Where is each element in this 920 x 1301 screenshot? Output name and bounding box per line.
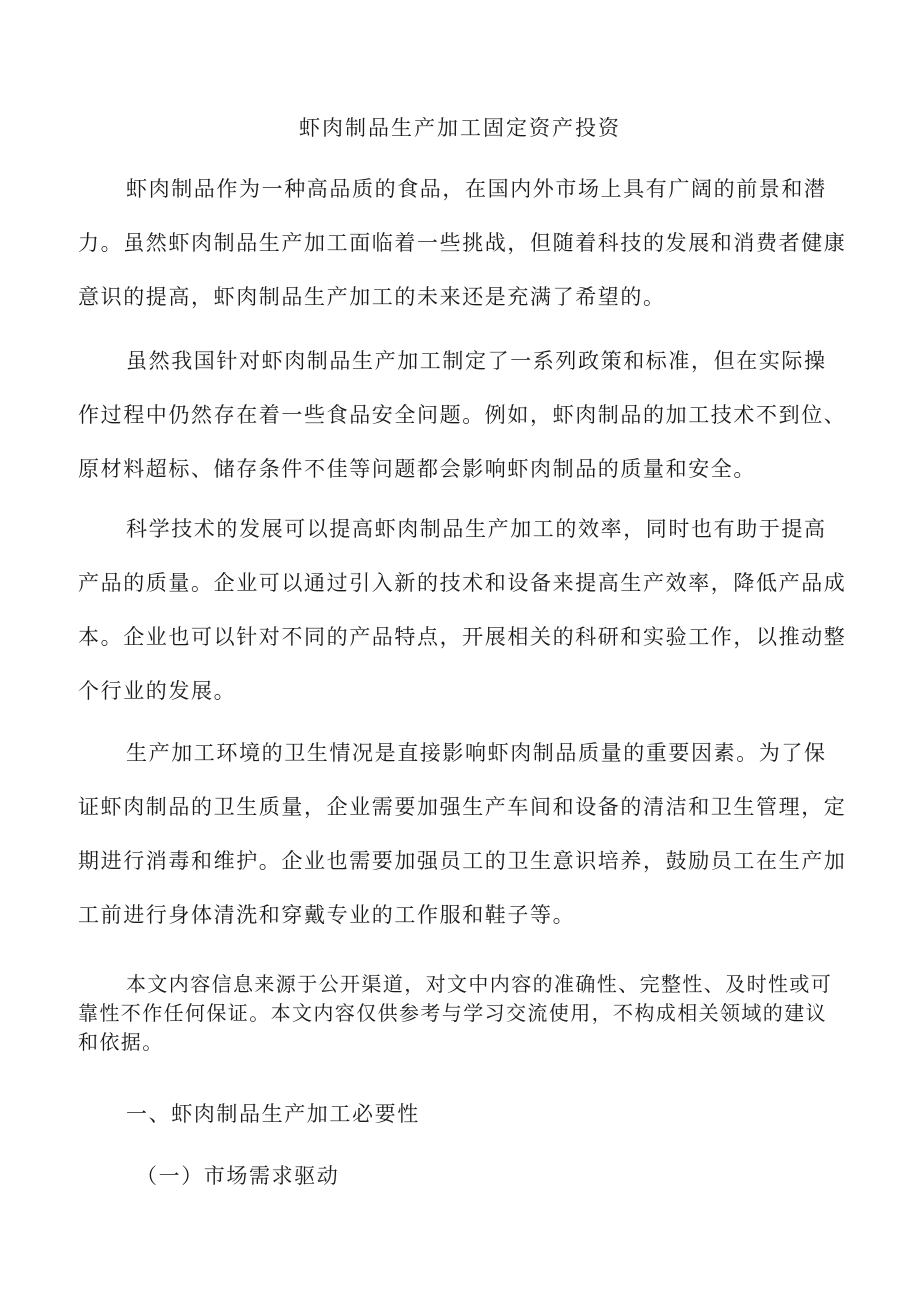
- document-title: 虾肉制品生产加工固定资产投资: [299, 116, 621, 140]
- disclaimer-paragraph: 本文内容信息来源于公开渠道，对文中内容的准确性、完整性、及时性或可靠性不作任何保证。本文内容仅供参考与学习交流使用，不构成相关领域的建议和依据。: [78, 972, 833, 1054]
- subsection-heading: （一）市场需求驱动: [136, 1164, 340, 1188]
- paragraph-3: 科学技术的发展可以提高虾肉制品生产加工的效率，同时也有助于提高产品的质量。企业可以通过引入新的技术和设备来提高生产效率，降低产品成本。企业也可以针对不同的产品特点，开展相关的科研和实验工作，以推动整个行业的发展。: [78, 517, 847, 703]
- section-heading: 一、虾肉制品生产加工必要性: [126, 1102, 420, 1126]
- paragraph-2: 虽然我国针对虾肉制品生产加工制定了一系列政策和标准，但在实际操作过程中仍然存在着一些食品安全问题。例如，虾肉制品的加工技术不到位、原材料超标、储存条件不佳等问题都会影响虾肉制品的质量和安全。: [78, 349, 847, 481]
- paragraph-4: 生产加工环境的卫生情况是直接影响虾肉制品质量的重要因素。为了保证虾肉制品的卫生质量，企业需要加强生产车间和设备的清洁和卫生管理，定期进行消毒和维护。企业也需要加强员工的卫生意识培养，鼓励员工在生产加工前进行身体清洗和穿戴专业的工作服和鞋子等。: [78, 741, 847, 927]
- paragraph-1: 虾肉制品作为一种高品质的食品，在国内外市场上具有广阔的前景和潜力。虽然虾肉制品生产加工面临着一些挑战，但随着科技的发展和消费者健康意识的提高，虾肉制品生产加工的未来还是充满了希望的。: [78, 177, 847, 309]
